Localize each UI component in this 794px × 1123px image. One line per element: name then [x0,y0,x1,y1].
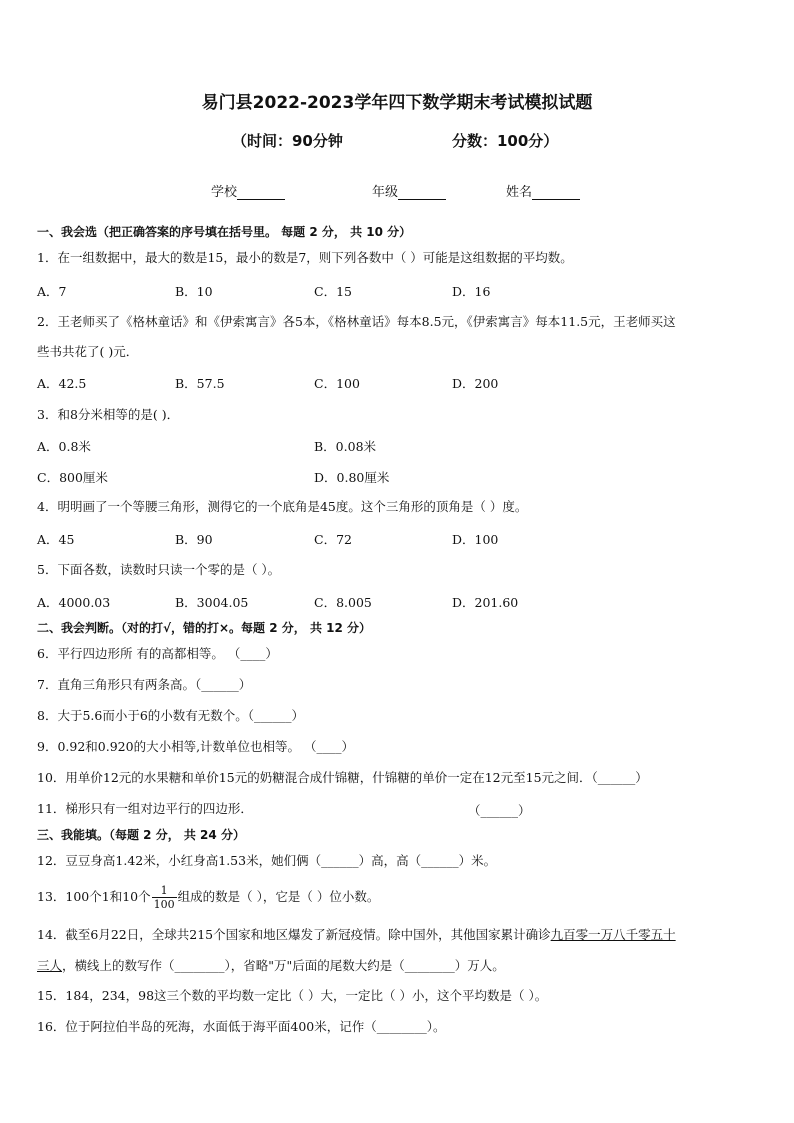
name-field [506,181,580,200]
q2-option-a: A．42.5 [37,376,87,391]
question-7: 7．直角三角形只有两条高。（______） [37,677,252,692]
q5-option-b: B．3004.05 [175,595,249,610]
q4-option-c: C．72 [314,532,352,547]
question-14-line-2 [37,957,505,975]
exam-time: （时间：90分钟 [232,132,343,150]
q1-option-d: D．16 [452,284,491,299]
section-2-heading: 二、我会判断。（对的打√，错的打×。每题 2 分， 共 12 分） [37,621,371,635]
page-title: 易门县2022-2023学年四下数学期末考试模拟试题 [201,93,593,113]
q1-option-c: C．15 [314,284,352,299]
q13-text-b: 组成的数是（ ），它是（ ）位小数。 [177,889,380,904]
question-2-line-1: 2．王老师买了《格林童话》和《伊索寓言》各5本，《格林童话》每本8.5元，《伊索寓言》每本11.5元，王老师买这 [37,314,676,329]
question-11-blank: （______） [468,803,531,818]
q4-option-d: D．100 [452,532,499,547]
section-1-heading: 一、我会选（把正确答案的序号填在括号里。 每题 2 分， 共 10 分） [37,225,412,239]
grade-label: 年级 [372,185,399,200]
question-13 [37,880,379,914]
q4-option-a: A．45 [37,532,75,547]
section-3-heading: 三、我能填。（每题 2 分， 共 24 分） [37,828,245,842]
q1-option-a: A．7 [37,284,67,299]
fraction-numerator: 1 [152,884,177,898]
q3-option-d: D．0.80厘米 [314,470,390,485]
q3-option-a: A．0.8米 [37,439,91,454]
q2-option-d: D．200 [452,376,499,391]
question-15: 15．184，234，98这三个数的平均数一定比（ ）大，一定比（ ）小，这个平均数是（ ）。 [37,988,548,1003]
question-2-line-2: 些书共花了( )元． [37,344,139,359]
school-field [211,181,285,200]
grade-field [372,181,446,200]
question-5: 5．下面各数，读数时只读一个零的是（ ）。 [37,562,281,577]
q2-option-c: C．100 [314,376,360,391]
question-12: 12．豆豆身高1.42米，小红身高1.53米，她们俩（______）高，高（______）米。 [37,853,497,868]
q13-text-a: 13．100个1和10个 [37,889,151,904]
question-16: 16．位于阿拉伯半岛的死海，水面低于海平面400米，记作（________）。 [37,1019,446,1034]
q1-option-b: B．10 [175,284,213,299]
q3-option-c: C．800厘米 [37,470,108,485]
q14-text-c: ，横线上的数写作（________），省略"万"后面的尾数大约是（________）万人。 [62,958,505,973]
q4-option-b: B．90 [175,532,213,547]
question-6: 6．平行四边形所 有的高都相等。 （____） [37,646,278,661]
question-11: 11．梯形只有一组对边平行的四边形． [37,801,253,816]
school-blank[interactable] [237,187,285,200]
question-3: 3．和8分米相等的是( )． [37,407,180,422]
name-blank[interactable] [532,187,580,200]
fraction-1-100 [152,884,177,911]
question-10: 10．用单价12元的水果糖和单价15元的奶糖混合成什锦糖，什锦糖的单价一定在12元至15元之间．（______） [37,770,648,785]
q3-option-b: B．0.08米 [314,439,377,454]
q14-text-a: 14．截至6月22日，全球共215个国家和地区爆发了新冠疫情。除中国外，其他国家累计确诊 [37,927,551,942]
q14-underlined-end: 三人 [37,958,63,973]
q14-underlined-number: 九百零一万八千零五十 [550,927,676,942]
q5-option-c: C．8.005 [314,595,372,610]
question-4: 4．明明画了一个等腰三角形，测得它的一个底角是45度。这个三角形的顶角是（ ）度。 [37,499,528,514]
exam-score: 分数：100分） [452,132,559,150]
school-label: 学校 [211,185,238,200]
q2-option-b: B．57.5 [175,376,225,391]
question-9: 9．0.92和0.920的大小相等,计数单位也相等。 （____） [37,739,355,754]
fraction-denominator: 100 [153,898,175,911]
question-8: 8．大于5.6而小于6的小数有无数个。（______） [37,708,305,723]
name-label: 姓名 [506,185,533,200]
q5-option-d: D．201.60 [452,595,519,610]
grade-blank[interactable] [398,187,446,200]
question-1: 1．在一组数据中，最大的数是15，最小的数是7，则下列各数中（ ）可能是这组数据的平均数。 [37,250,573,265]
question-14-line-1 [37,926,676,944]
q5-option-a: A．4000.03 [37,595,111,610]
